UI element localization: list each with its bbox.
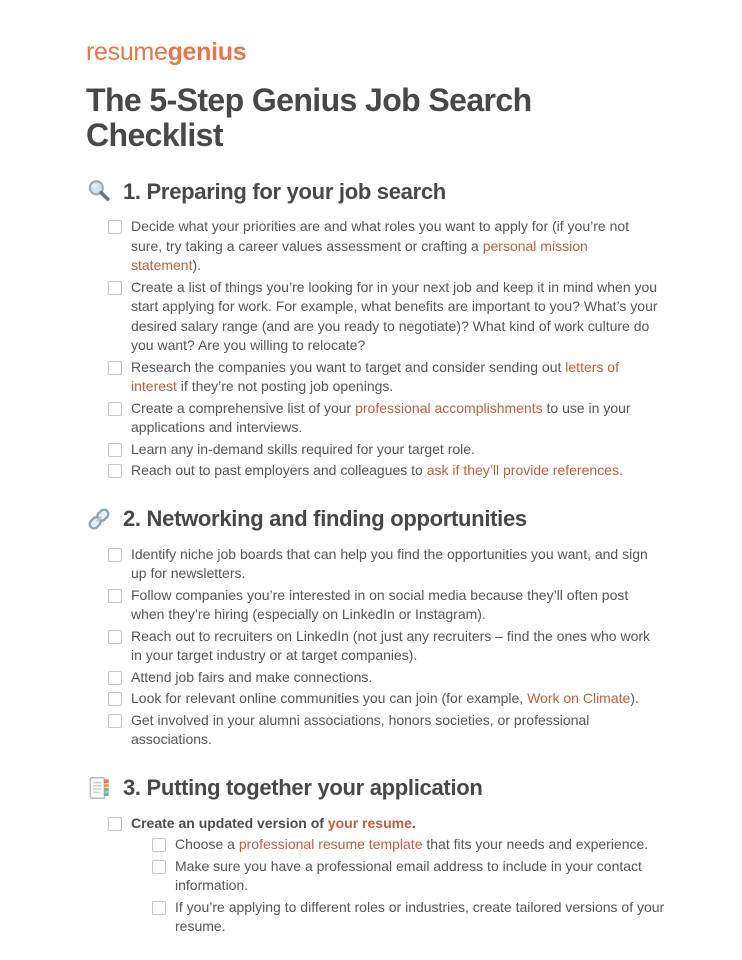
magnifier-icon bbox=[86, 178, 112, 204]
section-title: 2. Networking and finding opportunities bbox=[123, 506, 527, 532]
item-text bbox=[131, 278, 659, 356]
item-text bbox=[131, 814, 416, 834]
section-heading bbox=[86, 775, 672, 801]
checklist-item bbox=[108, 399, 672, 438]
checkbox[interactable] bbox=[108, 281, 122, 295]
item-text bbox=[131, 358, 659, 397]
text-run: Learn any in-demand skills required for your target role. bbox=[131, 440, 475, 457]
text-run: that fits your needs and experience. bbox=[422, 836, 649, 853]
sub-item-list bbox=[152, 835, 672, 937]
checklist-item bbox=[108, 358, 672, 397]
item-row bbox=[152, 835, 672, 855]
text-run: . bbox=[618, 462, 623, 479]
checkbox[interactable] bbox=[108, 402, 122, 416]
text-run: ). bbox=[630, 690, 639, 707]
item-text bbox=[131, 545, 659, 584]
checklist-item bbox=[108, 461, 672, 481]
logo-text-genius: genius bbox=[167, 38, 247, 66]
item-row bbox=[108, 545, 672, 584]
page-title: The 5-Step Genius Job Search Checklist bbox=[86, 82, 532, 154]
inline-link[interactable]: professional accomplishments bbox=[355, 399, 543, 416]
checklist-subitem bbox=[152, 857, 672, 896]
item-text bbox=[131, 711, 659, 750]
text-run: Follow companies you’re interested in on social media because they’ll often post when they’re hiring (especially on LinkedIn or Instagram). bbox=[131, 586, 629, 623]
checklist-section-3 bbox=[86, 775, 672, 937]
checkbox[interactable] bbox=[152, 901, 166, 915]
item-text bbox=[131, 586, 659, 625]
checkbox[interactable] bbox=[152, 838, 166, 852]
item-text bbox=[175, 898, 671, 937]
checkbox[interactable] bbox=[152, 860, 166, 874]
text-run: Make sure you have a professional email address to include in your contact information. bbox=[175, 857, 642, 894]
text-run: if they’re not posting job openings. bbox=[176, 378, 394, 395]
checklist-item bbox=[108, 668, 672, 688]
text-run: Get involved in your alumni associations, honors societies, or professional associations. bbox=[131, 711, 590, 748]
item-row bbox=[108, 278, 672, 356]
text-run: Look for relevant online communities you can join (for example, bbox=[131, 690, 528, 707]
text-run: to use in your applications and interviews. bbox=[131, 399, 631, 436]
text-run: . bbox=[411, 814, 416, 831]
section-title: 3. Putting together your application bbox=[123, 775, 483, 801]
item-row bbox=[152, 898, 672, 937]
text-run: Decide what your priorities are and what roles you want to apply for (if you’re not sure, try taking a career values assessment or crafting a bbox=[131, 218, 630, 254]
item-row bbox=[108, 711, 672, 750]
item-text bbox=[175, 857, 671, 896]
item-row bbox=[108, 399, 672, 438]
item-row bbox=[108, 461, 672, 481]
checkbox[interactable] bbox=[108, 589, 122, 603]
item-row bbox=[108, 217, 672, 276]
section-title: 1. Preparing for your job search bbox=[123, 178, 446, 204]
checkbox[interactable] bbox=[108, 671, 122, 685]
inline-link[interactable]: Work on Climate bbox=[527, 690, 631, 707]
checklist-subitem bbox=[152, 835, 672, 855]
section-heading bbox=[86, 178, 672, 204]
inline-link[interactable]: ask if they’ll provide references bbox=[426, 462, 619, 479]
item-row bbox=[152, 857, 672, 896]
checklist-item bbox=[108, 217, 672, 276]
checkbox[interactable] bbox=[108, 443, 122, 457]
inline-link[interactable]: personal mission statement bbox=[131, 237, 588, 274]
checkbox[interactable] bbox=[108, 630, 122, 644]
checklist-item bbox=[108, 545, 672, 584]
text-run: Choose a bbox=[175, 836, 239, 853]
text-run: Attend job fairs and make connections. bbox=[131, 668, 373, 685]
item-row bbox=[108, 627, 672, 666]
text-run: Create an updated version of bbox=[131, 814, 328, 831]
checklist-item bbox=[108, 586, 672, 625]
checkbox[interactable] bbox=[108, 361, 122, 375]
section-heading bbox=[86, 506, 672, 532]
item-text bbox=[131, 399, 659, 438]
checklist-item bbox=[108, 689, 672, 709]
checklist-item bbox=[108, 627, 672, 666]
checklist-item bbox=[108, 440, 672, 460]
text-run: ). bbox=[192, 257, 202, 274]
checkbox[interactable] bbox=[108, 548, 122, 562]
item-list bbox=[108, 217, 672, 481]
checklist-item bbox=[108, 814, 672, 937]
item-list bbox=[108, 814, 672, 937]
logo-text-resume: resume bbox=[86, 38, 168, 66]
text-run: If you’re applying to different roles or industries, create tailored versions of your resume. bbox=[175, 898, 665, 935]
text-run: Research the companies you want to target and consider sending out bbox=[131, 358, 566, 375]
checklist-section-2 bbox=[86, 506, 672, 750]
item-text bbox=[131, 217, 659, 276]
item-text bbox=[131, 440, 475, 460]
item-row bbox=[108, 814, 672, 834]
inline-link[interactable]: letters of interest bbox=[131, 358, 619, 395]
link-icon bbox=[86, 506, 112, 532]
text-run: Create a comprehensive list of your bbox=[131, 399, 356, 416]
item-row bbox=[108, 668, 672, 688]
item-text bbox=[131, 461, 623, 481]
checkbox[interactable] bbox=[108, 817, 122, 831]
bookmark-tabs-icon bbox=[86, 775, 112, 801]
resumegenius-logo bbox=[86, 40, 672, 65]
inline-link[interactable]: professional resume template bbox=[238, 836, 423, 853]
inline-link[interactable]: your resume bbox=[327, 814, 412, 831]
item-row bbox=[108, 586, 672, 625]
text-run: Reach out to recruiters on LinkedIn (not just any recruiters – find the ones who work in your target industry or at target companies). bbox=[131, 627, 651, 664]
text-run: Identify niche job boards that can help you find the opportunities you want, and sign up for newsletters. bbox=[131, 545, 648, 582]
checkbox[interactable] bbox=[108, 714, 122, 728]
item-text bbox=[131, 627, 659, 666]
checkbox[interactable] bbox=[108, 220, 122, 234]
item-list bbox=[108, 545, 672, 750]
checklist-item bbox=[108, 278, 672, 356]
item-text bbox=[131, 689, 639, 709]
checklist-subitem bbox=[152, 898, 672, 937]
text-run: Reach out to past employers and colleagues to bbox=[131, 462, 427, 479]
checklist-sections bbox=[86, 178, 672, 937]
item-row bbox=[108, 689, 672, 709]
checkbox[interactable] bbox=[108, 692, 122, 706]
checklist-section-1 bbox=[86, 178, 672, 481]
item-row bbox=[108, 358, 672, 397]
item-row bbox=[108, 440, 672, 460]
item-text bbox=[131, 668, 372, 688]
checkbox[interactable] bbox=[108, 464, 122, 478]
checklist-item bbox=[108, 711, 672, 750]
item-text bbox=[175, 835, 648, 855]
text-run: Create a list of things you’re looking for in your next job and keep it in mind when you start applying for work. For example, what benefits are important to you? What’s your desired salary range (and are you ready to negotiate)? What kind of work culture do you want? Are you willing to relocate? bbox=[131, 278, 658, 354]
